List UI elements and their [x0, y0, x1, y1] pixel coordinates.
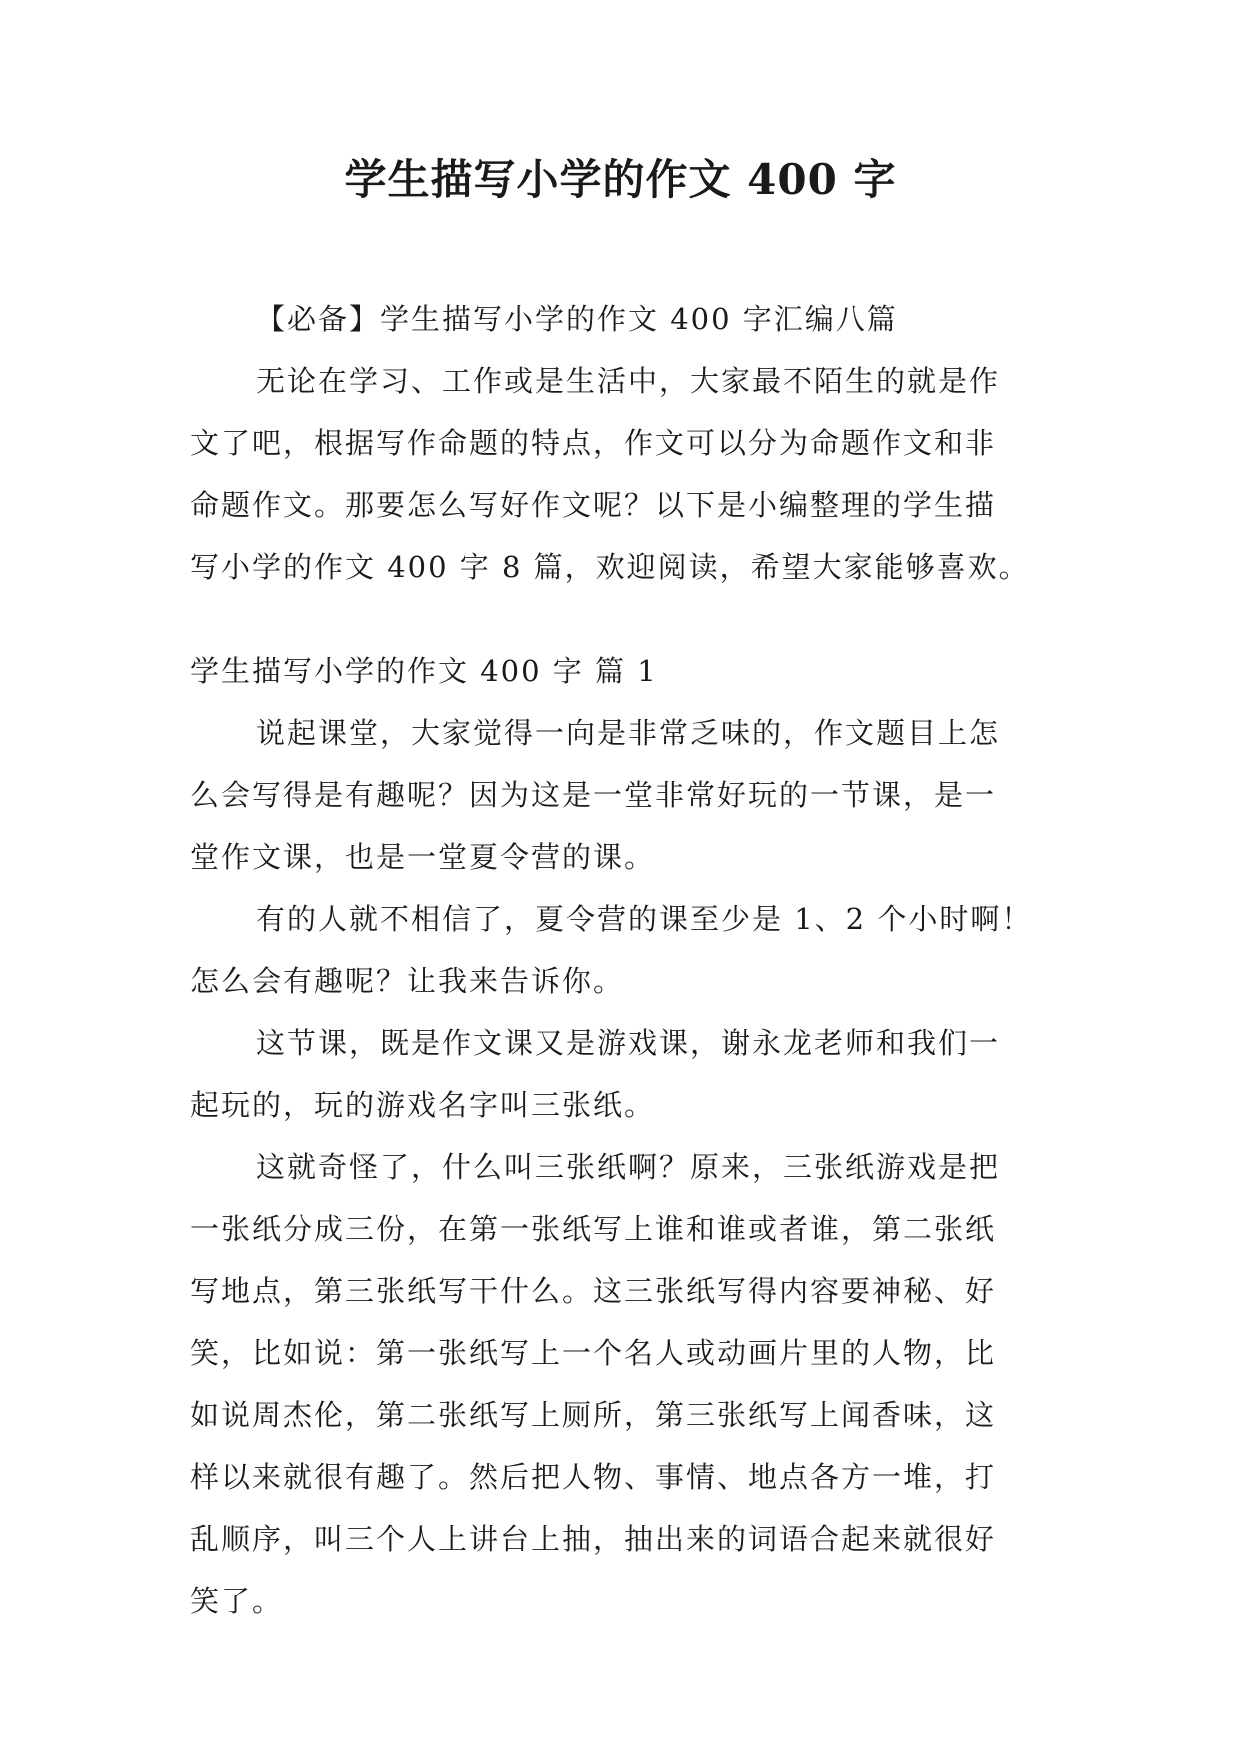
intro-line: 命题作文。那要怎么写好作文呢？以下是小编整理的学生描 — [190, 488, 997, 522]
paragraph-line: 乱顺序，叫三个人上讲台上抽，抽出来的词语合起来就很好 — [190, 1522, 997, 1556]
intro-line: 文了吧，根据写作命题的特点，作文可以分为命题作文和非 — [190, 426, 997, 460]
paragraph-line: 说起课堂，大家觉得一向是非常乏味的，作文题目上怎 — [256, 716, 1001, 750]
paragraph-line: 一张纸分成三份，在第一张纸写上谁和谁或者谁，第二张纸 — [190, 1212, 997, 1246]
document-body — [190, 288, 1070, 1632]
paragraph-line: 样以来就很有趣了。然后把人物、事情、地点各方一堆，打 — [190, 1460, 997, 1494]
paragraph-line: 笑了。 — [190, 1584, 284, 1618]
paragraph-line: 堂作文课，也是一堂夏令营的课。 — [190, 840, 656, 874]
paragraph-line: 如说周杰伦，第二张纸写上厕所，第三张纸写上闻香味，这 — [190, 1398, 997, 1432]
paragraph-line: 这就奇怪了，什么叫三张纸啊？原来，三张纸游戏是把 — [256, 1150, 1001, 1184]
document-title: 学生描写小学的作文 400 字 — [344, 155, 897, 204]
paragraph-line: 这节课，既是作文课又是游戏课，谢永龙老师和我们一 — [256, 1026, 1001, 1060]
paragraph-line: 么会写得是有趣呢？因为这是一堂非常好玩的一节课，是一 — [190, 778, 997, 812]
paragraph-line: 有的人就不相信了，夏令营的课至少是 1、2 个小时啊！ — [256, 902, 1033, 936]
paragraph-line: 怎么会有趣呢？让我来告诉你。 — [190, 964, 625, 998]
paragraph-line: 写地点，第三张纸写干什么。这三张纸写得内容要神秘、好 — [190, 1274, 997, 1308]
section-heading: 学生描写小学的作文 400 字 篇 1 — [190, 654, 658, 688]
intro-line: 写小学的作文 400 字 8 篇，欢迎阅读，希望大家能够喜欢。 — [190, 550, 1030, 584]
intro-heading: 【必备】学生描写小学的作文 400 字汇编八篇 — [256, 302, 898, 336]
paragraph-line: 笑，比如说：第一张纸写上一个名人或动画片里的人物，比 — [190, 1336, 997, 1370]
intro-line: 无论在学习、工作或是生活中，大家最不陌生的就是作 — [256, 364, 1001, 398]
paragraph-line: 起玩的，玩的游戏名字叫三张纸。 — [190, 1088, 656, 1122]
